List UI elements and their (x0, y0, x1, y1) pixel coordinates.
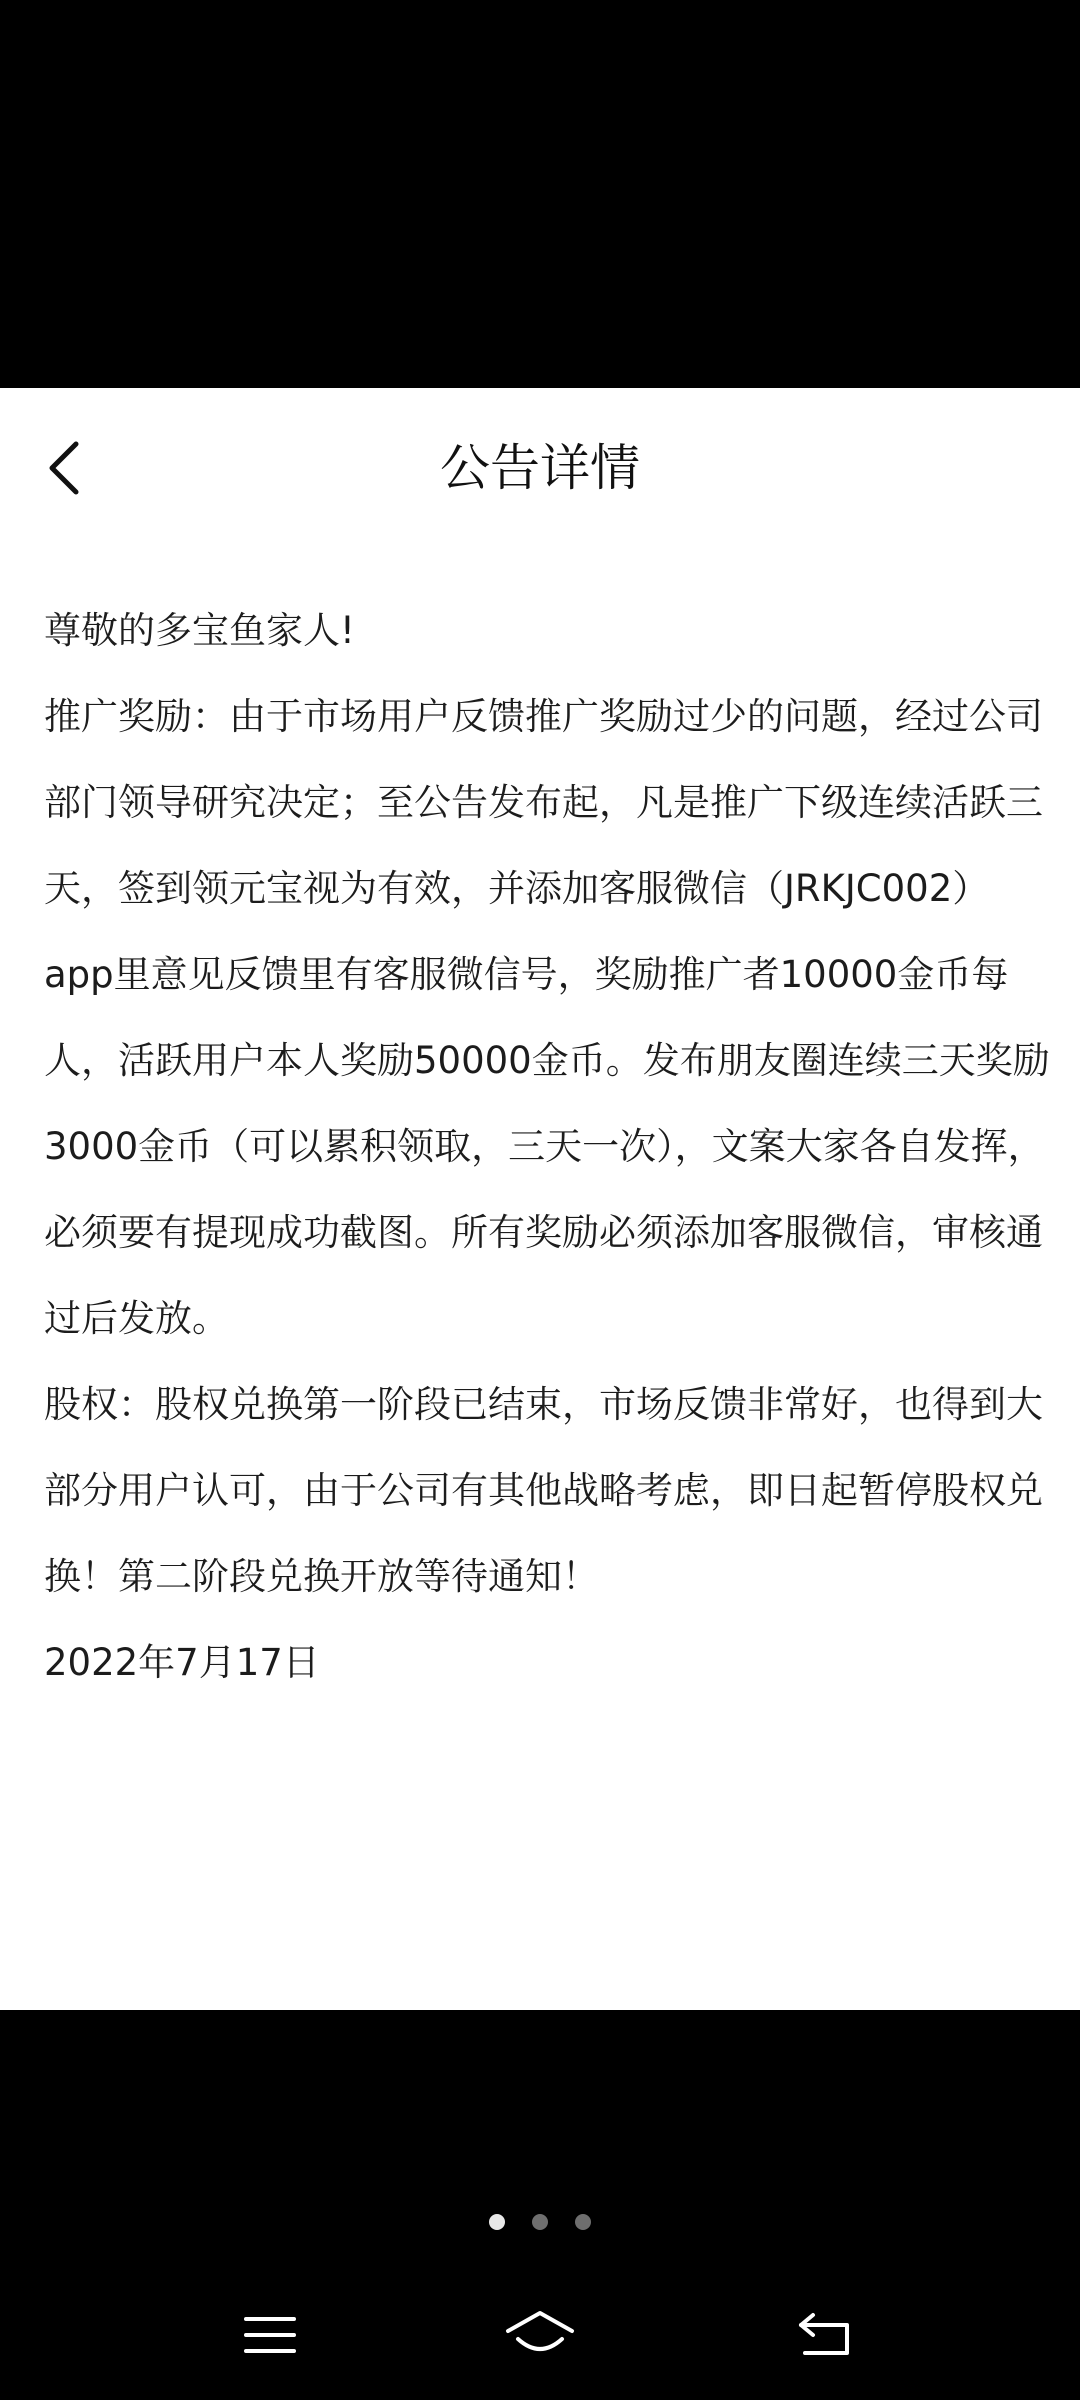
system-nav-bar (0, 2290, 1080, 2380)
home-button[interactable] (500, 2300, 580, 2370)
menu-icon (242, 2313, 298, 2357)
top-black-area (0, 0, 1080, 388)
header-bar (0, 388, 1080, 558)
system-back-button[interactable] (785, 2300, 865, 2370)
page-dot-1[interactable] (489, 2214, 505, 2230)
reward-paragraph: 推广奖励：由于市场用户反馈推广奖励过少的问题，经过公司部门领导研究决定；至公告发布起，凡是推广下级连续活跃三天，签到领元宝视为有效，并添加客服微信（JRKJC002）app里意见反馈里有客服微信号，奖励推广者10000金币每人，活跃用户本人奖励50000金币。发布朋友圈连续三天奖励3000金币（可以累积领取，三天一次），文案大家各自发挥，必须要有提现成功截图。所有奖励必须添加客服微信，审核通过后发放。 (44, 695, 1050, 1340)
greeting-text: 尊敬的多宝鱼家人! (44, 609, 355, 652)
page-dot-3[interactable] (575, 2214, 591, 2230)
back-arrow-icon (795, 2311, 855, 2359)
announcement-page (0, 388, 1080, 2010)
page-dot-2[interactable] (532, 2214, 548, 2230)
home-icon (504, 2309, 576, 2361)
equity-paragraph: 股权：股权兑换第一阶段已结束，市场反馈非常好，也得到大部分用户认可，由于公司有其他战略考虑，即日起暂停股权兑换！第二阶段兑换开放等待通知！ (44, 1383, 1043, 1598)
announcement-content (44, 588, 1054, 1706)
menu-button[interactable] (230, 2300, 310, 2370)
page-title: 公告详情 (440, 439, 640, 497)
page-indicator (0, 2214, 1080, 2236)
announcement-date: 2022年7月17日 (44, 1641, 320, 1684)
